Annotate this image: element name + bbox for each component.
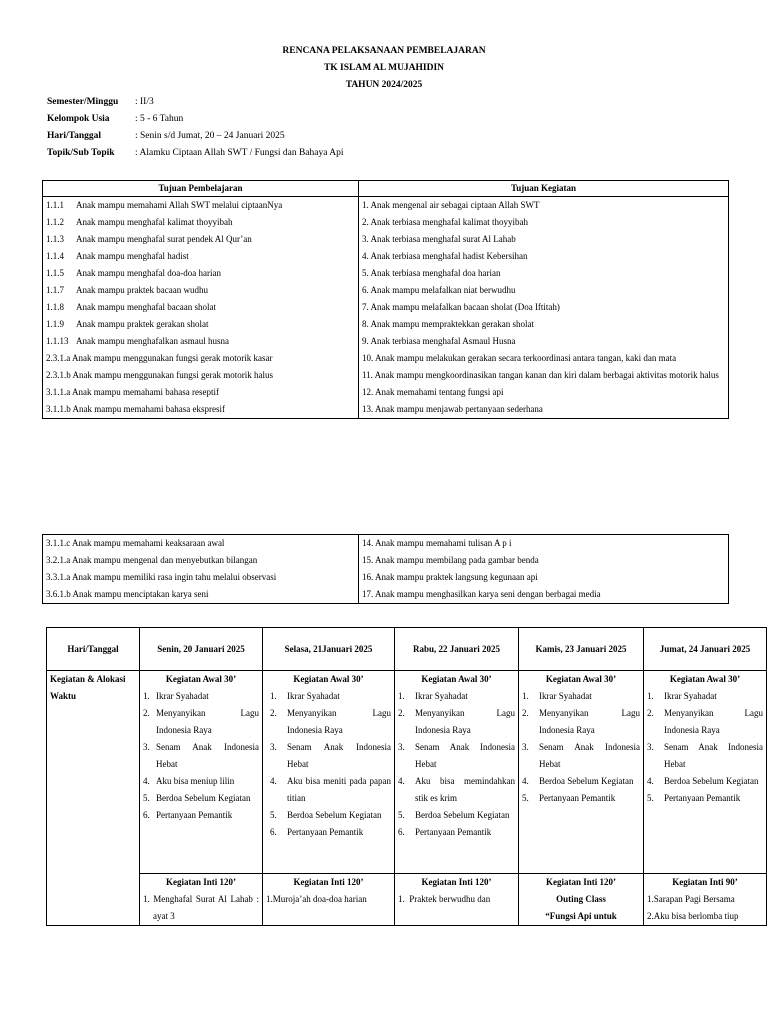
section-title: Kegiatan Awal 30’ bbox=[421, 674, 492, 684]
activity-goal: 3. Anak terbiasa menghafal surat Al Lahab bbox=[359, 231, 729, 248]
list-item: 6. Pertanyaan Pemantik bbox=[270, 827, 364, 837]
list-item: 3. Senam Anak Indonesia Hebat bbox=[270, 742, 391, 769]
section-title: Kegiatan Inti 90’ bbox=[672, 877, 738, 887]
section-title: Kegiatan Awal 30’ bbox=[165, 674, 237, 684]
meta-value: : 5 - 6 Tahun bbox=[135, 114, 184, 124]
table-row bbox=[43, 265, 729, 282]
day-header: Kamis, 23 Januari 2025 bbox=[519, 628, 644, 671]
inti-cell bbox=[644, 874, 767, 926]
day-header: Selasa, 21Januari 2025 bbox=[263, 628, 395, 671]
objective-text: 3.6.1.b Anak mampu menciptakan karya seni bbox=[43, 586, 359, 604]
list-item: 5. Pertanyaan Pemantik bbox=[522, 793, 616, 803]
activity-list bbox=[143, 688, 259, 824]
meta-value: : Senin s/d Jumat, 20 – 24 Januari 2025 bbox=[135, 131, 285, 141]
list-item: 4. Berdoa Sebelum Kegiatan bbox=[647, 776, 759, 786]
table-row bbox=[43, 231, 729, 248]
day-header: Jumat, 24 Januari 2025 bbox=[644, 628, 767, 671]
objective-text: Anak mampu menghafal kalimat thoyyibah bbox=[76, 217, 233, 227]
objective-text: Anak mampu menghafal surat pendek Al Qur’an bbox=[76, 234, 252, 244]
table-row bbox=[43, 248, 729, 265]
activity-goal: 6. Anak mampu melafalkan niat berwudhu bbox=[359, 282, 729, 299]
meta-label: Semester/Minggu bbox=[47, 97, 119, 107]
list-item: 2. Menyanyikan Lagu Indonesia Raya bbox=[647, 708, 763, 735]
list-item: 4. Aku bisa memindahkan stik es krim bbox=[398, 776, 515, 803]
objectives-head-left: Tujuan Pembelajaran bbox=[43, 181, 359, 197]
objective-code: 1.1.7 bbox=[46, 285, 64, 295]
list-item: 1.Muroja’ah doa-doa harian bbox=[266, 894, 367, 904]
activity-goal: 12. Anak memahami tentang fungsi api bbox=[359, 384, 729, 401]
objective-code: 1.1.3 bbox=[46, 234, 64, 244]
day-header: Rabu, 22 Januari 2025 bbox=[395, 628, 519, 671]
activity-goal: 10. Anak mampu melakukan gerakan secara terkoordinasi antara tangan, kaki dan mata bbox=[359, 350, 729, 367]
activity-goal: 5. Anak terbiasa menghafal doa harian bbox=[359, 265, 729, 282]
list-item: 1. Ikrar Syahadat bbox=[522, 691, 592, 701]
list-item: 5. Berdoa Sebelum Kegiatan bbox=[143, 793, 251, 803]
list-item: 3. Senam Anak Indonesia Hebat bbox=[522, 742, 640, 769]
inti-cell bbox=[140, 874, 263, 926]
activity-goal: 15. Anak mampu membilang pada gambar benda bbox=[359, 552, 729, 569]
table-row bbox=[43, 367, 729, 384]
objective-code: 1.1.13 bbox=[46, 336, 69, 346]
objective-text: 2.3.1.b Anak mampu menggunakan fungsi gerak motorik halus bbox=[43, 367, 359, 384]
table-row bbox=[43, 299, 729, 316]
activity-goal: 2. Anak terbiasa menghafal kalimat thoyyibah bbox=[359, 214, 729, 231]
section-title: Kegiatan Awal 30’ bbox=[669, 674, 741, 684]
objective-text: 3.3.1.a Anak mampu memiliki rasa ingin tahu melalui observasi bbox=[43, 569, 359, 586]
section-title: Kegiatan Inti 120’ bbox=[421, 877, 492, 887]
objective-text: 3.1.1.b Anak mampu memahami bahasa ekspresif bbox=[43, 401, 359, 419]
objective-code: 1.1.9 bbox=[46, 319, 64, 329]
table-row bbox=[43, 586, 729, 604]
meta-label: Kelompok Usia bbox=[47, 114, 110, 124]
awal-cell bbox=[644, 671, 767, 874]
schedule-table bbox=[46, 627, 767, 926]
meta-label: Topik/Sub Topik bbox=[47, 148, 115, 158]
meta-value: : Alamku Ciptaan Allah SWT / Fungsi dan Bahaya Api bbox=[135, 148, 344, 158]
table-row bbox=[43, 316, 729, 333]
table-row bbox=[43, 569, 729, 586]
section-title: Kegiatan Awal 30’ bbox=[293, 674, 364, 684]
activity-goal: 7. Anak mampu melafalkan bacaan sholat (Doa Iftitah) bbox=[359, 299, 729, 316]
school-year: TAHUN 2024/2025 bbox=[345, 80, 423, 90]
list-item: 1. Ikrar Syahadat bbox=[398, 691, 468, 701]
objective-text: 3.2.1.a Anak mampu mengenal dan menyebutkan bilangan bbox=[43, 552, 359, 569]
list-item: 3. Senam Anak Indonesia Hebat bbox=[398, 742, 515, 769]
objective-text: Anak mampu memahami Allah SWT melalui ciptaanNya bbox=[76, 200, 283, 210]
list-item: 4. Berdoa Sebelum Kegiatan bbox=[522, 776, 634, 786]
table-row bbox=[43, 401, 729, 419]
list-item: 2. Menyanyikan Lagu Indonesia Raya bbox=[398, 708, 515, 735]
table-row bbox=[43, 333, 729, 350]
awal-cell bbox=[395, 671, 519, 874]
objective-text: Anak mampu menghafal bacaan sholat bbox=[76, 302, 216, 312]
objective-text: Anak mampu praktek gerakan sholat bbox=[76, 319, 209, 329]
section-title: Kegiatan Inti 120’ bbox=[545, 877, 616, 887]
list-item: 1. Ikrar Syahadat bbox=[270, 691, 340, 701]
table-row bbox=[43, 535, 729, 553]
list-item: 5. Berdoa Sebelum Kegiatan bbox=[270, 810, 382, 820]
inti-cell bbox=[395, 874, 519, 926]
awal-cell bbox=[263, 671, 395, 874]
objective-text: Anak mampu menghafalkan asmaul husna bbox=[76, 336, 229, 346]
objective-text: Anak mampu menghafal doa-doa harian bbox=[76, 268, 221, 278]
row-label: Kegiatan & Alokasi Waktu bbox=[47, 671, 140, 926]
objective-code: 1.1.5 bbox=[46, 268, 64, 278]
table-row bbox=[43, 282, 729, 299]
school-name: TK ISLAM AL MUJAHIDIN bbox=[323, 63, 445, 73]
table-row bbox=[43, 197, 729, 215]
list-item: 5. Berdoa Sebelum Kegiatan bbox=[398, 810, 510, 820]
day-header: Senin, 20 Januari 2025 bbox=[140, 628, 263, 671]
list-item: 1.Sarapan Pagi Bersama bbox=[647, 894, 735, 904]
activity-list bbox=[522, 688, 640, 807]
list-item: 1. Praktek berwudhu dan bbox=[398, 894, 491, 904]
activity-goal: 8. Anak mampu mempraktekkan gerakan sholat bbox=[359, 316, 729, 333]
section-title: Kegiatan Inti 120’ bbox=[293, 877, 364, 887]
table-row bbox=[43, 214, 729, 231]
objective-code: 1.1.4 bbox=[46, 251, 64, 261]
meta-value: : II/3 bbox=[135, 97, 154, 107]
activity-goal: 4. Anak terbiasa menghafal hadist Kebersihan bbox=[359, 248, 729, 265]
section-title: Kegiatan Inti 120’ bbox=[165, 877, 236, 887]
objectives-table-continued bbox=[42, 534, 729, 604]
table-row bbox=[43, 552, 729, 569]
objective-text: 3.1.1.a Anak mampu memahami bahasa reseptif bbox=[43, 384, 359, 401]
activity-goal: 1. Anak mengenal air sebagai ciptaan Allah SWT bbox=[359, 197, 729, 215]
list-item: 3. Senam Anak Indonesia Hebat bbox=[143, 742, 259, 769]
schedule-corner: Hari/Tanggal bbox=[47, 628, 140, 671]
list-item: 4. Aku bisa meniti pada papan titian bbox=[270, 776, 391, 803]
meta-label: Hari/Tanggal bbox=[47, 131, 102, 141]
list-item: 1. Ikrar Syahadat bbox=[143, 691, 209, 701]
list-item: Outing Class bbox=[556, 894, 606, 904]
list-item: 6. Pertanyaan Pemantik bbox=[143, 810, 233, 820]
activity-list bbox=[266, 688, 391, 841]
awal-cell bbox=[140, 671, 263, 874]
activity-list bbox=[398, 688, 515, 841]
inti-cell bbox=[519, 874, 644, 926]
activity-list bbox=[647, 688, 763, 807]
section-title: Kegiatan Awal 30’ bbox=[545, 674, 617, 684]
objective-code: 1.1.1 bbox=[46, 200, 64, 210]
table-row bbox=[43, 384, 729, 401]
list-item: 5. Pertanyaan Pemantik bbox=[647, 793, 741, 803]
objectives-head-right: Tujuan Kegiatan bbox=[359, 181, 729, 197]
list-item: 3. Senam Anak Indonesia Hebat bbox=[647, 742, 763, 769]
list-item: 6. Pertanyaan Pemantik bbox=[398, 827, 492, 837]
activity-goal: 11. Anak mampu mengkoordinasikan tangan kanan dan kiri dalam berbagai aktivitas motorik halus bbox=[359, 367, 729, 384]
objective-code: 1.1.8 bbox=[46, 302, 64, 312]
list-item: 2. Menyanyikan Lagu Indonesia Raya bbox=[522, 708, 640, 735]
objective-code: 1.1.2 bbox=[46, 217, 64, 227]
objective-text: Anak mampu praktek bacaan wudhu bbox=[76, 285, 208, 295]
doc-title: RENCANA PELAKSANAAN PEMBELAJARAN bbox=[282, 46, 486, 56]
awal-cell bbox=[519, 671, 644, 874]
list-item: 4. Aku bisa meniup lilin bbox=[143, 776, 235, 786]
activity-goal: 9. Anak terbiasa menghafal Asmaul Husna bbox=[359, 333, 729, 350]
list-item: 2. Menyanyikan Lagu Indonesia Raya bbox=[143, 708, 259, 735]
objectives-table bbox=[42, 180, 729, 419]
objective-text: Anak mampu menghafal hadist bbox=[76, 251, 189, 261]
list-item: 2.Aku bisa berlomba tiup bbox=[647, 911, 739, 921]
list-item: 1. Menghafal Surat Al Lahab : ayat 3 bbox=[143, 894, 259, 921]
inti-cell bbox=[263, 874, 395, 926]
activity-goal: 13. Anak mampu menjawab pertanyaan sederhana bbox=[359, 401, 729, 419]
list-item: 1. Ikrar Syahadat bbox=[647, 691, 717, 701]
activity-goal: 17. Anak mampu menghasilkan karya seni dengan berbagai media bbox=[359, 586, 729, 604]
list-item: 2. Menyanyikan Lagu Indonesia Raya bbox=[270, 708, 391, 735]
list-item: “Fungsi Api untuk bbox=[545, 911, 617, 921]
objective-text: 3.1.1.c Anak mampu memahami keaksaraan awal bbox=[43, 535, 359, 553]
activity-goal: 14. Anak mampu memahami tulisan A p i bbox=[359, 535, 729, 553]
table-row bbox=[43, 350, 729, 367]
activity-goal: 16. Anak mampu praktek langsung kegunaan api bbox=[359, 569, 729, 586]
objective-text: 2.3.1.a Anak mampu menggunakan fungsi gerak motorik kasar bbox=[43, 350, 359, 367]
